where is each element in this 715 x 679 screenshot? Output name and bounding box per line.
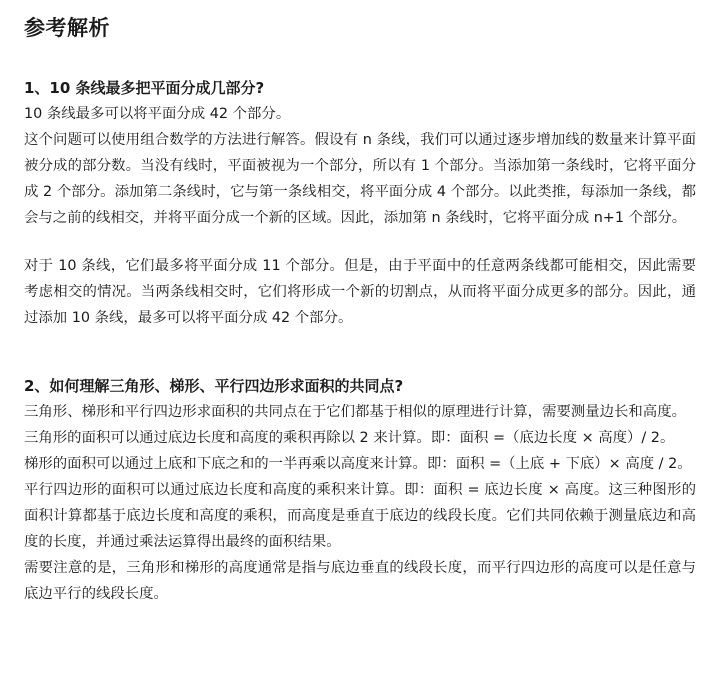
explanation-paragraph: 这个问题可以使用组合数学的方法进行解答。假设有 n 条线，我们可以通过逐步增加线的数量来计算平面被分成的部分数。当没有线时，平面被视为一个部分，所以有 1 个部分。当添加第一条线时，它将平面分成 2 个部分。添加第二条线时，它与第一条线相交，将平面分成 4 个部分。以此类推，每添加一条线，都会与之前的线相交，并将平面分成一个新的区域。因此，添加第 n 条线时，它将平面分成 n+1 个部分。 (24, 132, 696, 226)
triangle-formula-paragraph: 三角形的面积可以通过底边长度和高度的乘积再除以 2 来计算。即：面积 =（底边长度 × 高度）/ 2。 (24, 430, 675, 446)
question-heading: 2、如何理解三角形、梯形、平行四边形求面积的共同点? (24, 377, 404, 395)
question-heading: 1、10 条线最多把平面分成几部分? (24, 79, 265, 97)
question-section-1 (24, 76, 696, 331)
explanation-paragraph: 对于 10 条线，它们最多将平面分成 11 个部分。但是，由于平面中的任意两条线都可能相交，因此需要考虑相交的情况。当两条线相交时，它们将形成一个新的切割点，从而将平面分成更多的部分。因此，通过添加 10 条线，最多可以将平面分成 42 个部分。 (24, 258, 696, 326)
answer-summary: 10 条线最多可以将平面分成 42 个部分。 (24, 106, 291, 122)
trapezoid-formula-paragraph: 梯形的面积可以通过上底和下底之和的一半再乘以高度来计算。即：面积 =（上底 + 下底）× 高度 / 2。 (24, 456, 692, 472)
explanation-paragraph: 三角形、梯形和平行四边形求面积的共同点在于它们都基于相似的原理进行计算，需要测量边长和高度。 (24, 404, 686, 420)
paragraph-spacer (24, 231, 696, 253)
question-section-2 (24, 374, 696, 607)
note-paragraph: 需要注意的是，三角形和梯形的高度通常是指与底边垂直的线段长度，而平行四边形的高度可以是任意与底边平行的线段长度。 (24, 560, 696, 602)
parallelogram-formula-paragraph: 平行四边形的面积可以通过底边长度和高度的乘积来计算。即：面积 = 底边长度 × 高度。这三种图形的面积计算都基于底边长度和高度的乘积，而高度是垂直于底边的线段长度。它们共同依赖于测量底边和高度的长度，并通过乘法运算得出最终的面积结果。 (24, 482, 696, 550)
page-title: 参考解析 (24, 16, 110, 40)
